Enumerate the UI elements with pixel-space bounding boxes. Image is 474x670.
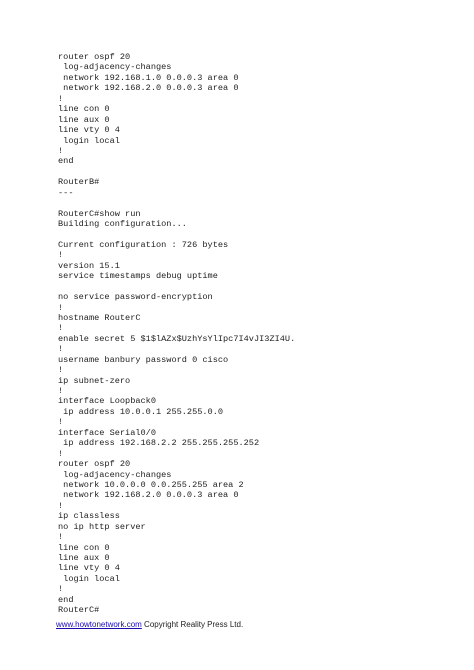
code-line: line vty 0 4 (58, 125, 120, 136)
code-line: ip subnet-zero (58, 375, 131, 386)
code-line: enable secret 5 $1$lAZx$UzhYsYlIpc7I4vJI3ZI4U. (58, 333, 296, 344)
code-line (58, 167, 458, 177)
code-line: ! (58, 448, 64, 459)
code-line: ! (58, 532, 64, 543)
code-line: line aux 0 (58, 114, 110, 125)
code-line: interface Loopback0 (58, 396, 156, 407)
code-line: ! (58, 323, 64, 334)
code-line: login local (58, 135, 120, 146)
code-line: network 192.168.1.0 0.0.0.3 area 0 (58, 72, 239, 83)
code-line: ! (58, 500, 64, 511)
copyright-text: Copyright Reality Press Ltd. (141, 620, 244, 629)
code-line: RouterC# (58, 605, 100, 616)
code-line: service timestamps debug uptime (58, 271, 218, 282)
code-line: RouterB# (58, 177, 100, 188)
code-line: ! (58, 584, 64, 595)
code-line: line vty 0 4 (58, 563, 120, 574)
code-line (58, 198, 458, 208)
code-line: version 15.1 (58, 260, 120, 271)
code-line: interface Serial0/0 (58, 427, 156, 438)
code-line: ip classless (58, 511, 120, 522)
code-line: ! (58, 365, 64, 376)
router-config-listing (58, 52, 458, 616)
code-line: line con 0 (58, 542, 110, 553)
code-line: network 10.0.0.0 0.0.255.255 area 2 (58, 479, 244, 490)
code-line: router ospf 20 (58, 52, 131, 62)
code-line: ip address 10.0.0.1 255.255.0.0 (58, 406, 224, 417)
code-line: ! (58, 145, 64, 156)
code-line: log-adjacency-changes (58, 62, 172, 73)
code-line: no ip http server (58, 521, 146, 532)
code-line (58, 282, 458, 292)
code-line: no service password-encryption (58, 292, 213, 303)
code-line: username banbury password 0 cisco (58, 354, 229, 365)
code-line: line con 0 (58, 104, 110, 115)
code-line: ip address 192.168.2.2 255.255.255.252 (58, 438, 260, 449)
code-line: router ospf 20 (58, 459, 131, 470)
code-line: ! (58, 93, 64, 104)
code-line: Building configuration... (58, 219, 187, 229)
code-line: end (58, 594, 74, 605)
code-line: end (58, 156, 74, 167)
code-line: network 192.168.2.0 0.0.0.3 area 0 (58, 490, 239, 501)
code-line: log-adjacency-changes (58, 469, 172, 480)
code-line (58, 229, 458, 239)
code-line: Current configuration : 726 bytes (58, 239, 229, 250)
code-line: ! (58, 417, 64, 428)
code-line: ! (58, 250, 64, 261)
page-footer (56, 620, 243, 629)
code-line: ! (58, 302, 64, 313)
code-line: network 192.168.2.0 0.0.0.3 area 0 (58, 83, 239, 94)
code-line: ! (58, 386, 64, 396)
code-line: hostname RouterC (58, 312, 141, 323)
code-line: line aux 0 (58, 553, 110, 563)
code-line: --- (58, 187, 74, 198)
code-line: RouterC#show run (58, 208, 141, 219)
code-line: login local (58, 573, 120, 584)
code-line: ! (58, 344, 64, 355)
website-link[interactable]: www.howtonetwork.com (56, 620, 142, 629)
